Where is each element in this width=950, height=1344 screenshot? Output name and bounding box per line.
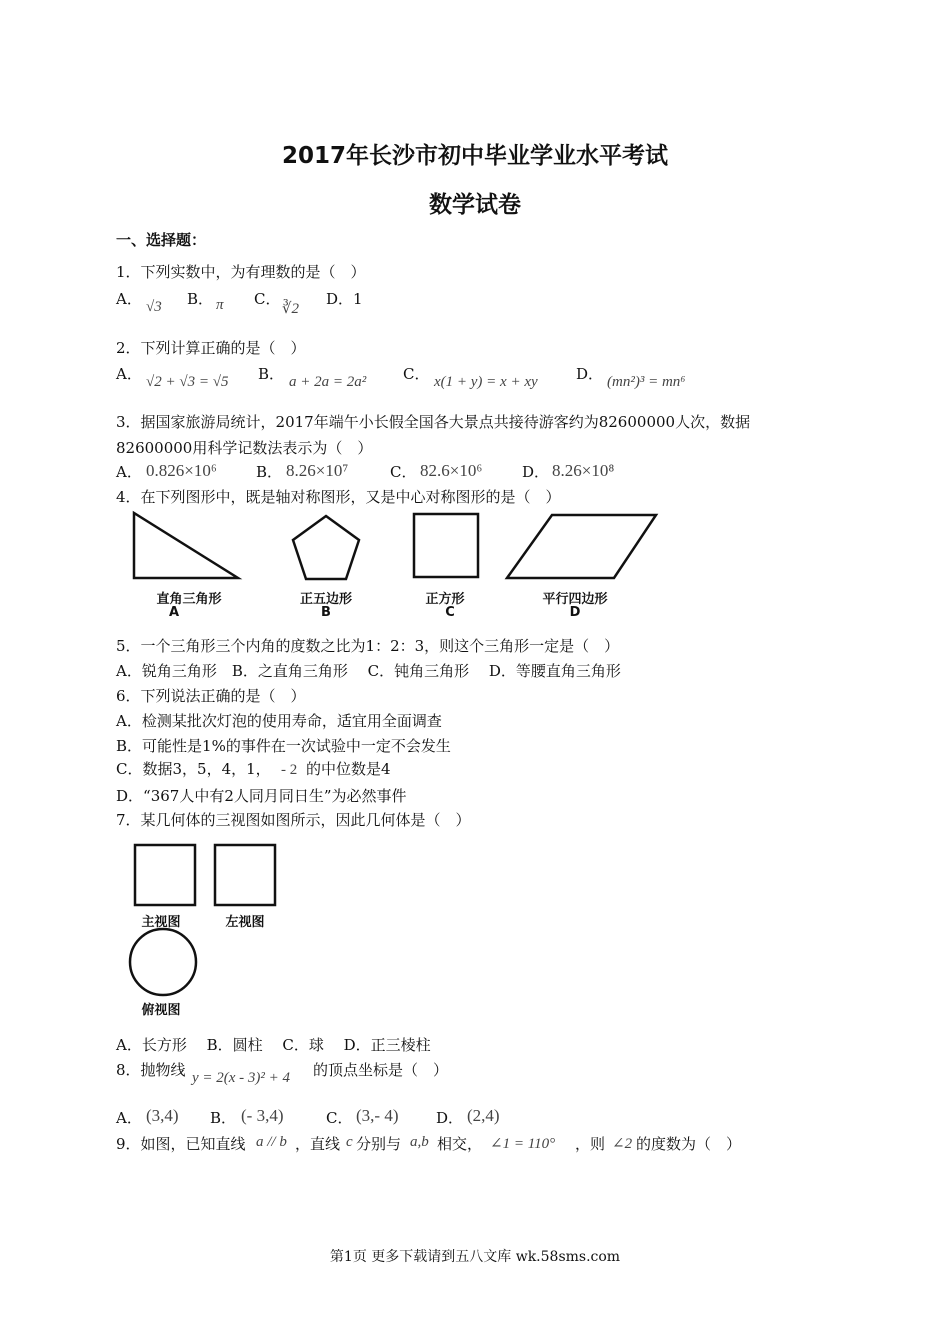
fig-d-caption: 平行四边形 [542, 592, 608, 607]
q6-option-d: D．“367人中有2人同月同日生”为必然事件 [116, 787, 407, 805]
q8-d-label: D． [436, 1109, 464, 1127]
q4-figures [116, 505, 676, 587]
q3-c-label: C． [390, 463, 417, 481]
q7-options: A．长方形 B．圆柱 C．球 D．正三棱柱 [116, 1036, 431, 1054]
q9-text-part3: 分别与 [356, 1135, 402, 1153]
q9-text-part5: ，则 [575, 1135, 606, 1153]
q1-d-option: D．1 [326, 290, 363, 308]
q5-stem: 5．一个三角形三个内角的度数之比为1：2：3，则这个三角形一定是（ ） [116, 637, 620, 655]
front-view-square [135, 845, 195, 905]
q9-expr-ab: a,b [410, 1134, 429, 1150]
fig-a-letter: A [168, 605, 180, 620]
q1-b-label: B． [187, 290, 214, 308]
fig-d-letter: D [569, 605, 581, 620]
q6-stem: 6．下列说法正确的是（ ） [116, 687, 306, 705]
side-view-square [215, 845, 275, 905]
square-shape [414, 514, 478, 577]
q9-expr-c: c [346, 1134, 353, 1150]
q8-b-label: B． [210, 1109, 237, 1127]
front-view-label: 主视图 [141, 915, 181, 930]
q3-d-label: D． [522, 463, 550, 481]
q8-a-label: A． [116, 1109, 142, 1127]
q3-d-expr: 8.26×10⁸ [552, 461, 615, 480]
q6-option-a: A．检测某批次灯泡的使用寿命，适宜用全面调查 [116, 712, 442, 730]
q6-option-c-part2: 的中位数是4 [306, 760, 391, 778]
q9-text-part2: ，直线 [295, 1135, 341, 1153]
parallelogram-shape [507, 515, 656, 578]
right-triangle-shape [134, 513, 238, 578]
section-heading: 一、选择题： [116, 231, 207, 249]
q7-stem: 7．某几何体的三视图如图所示，因此几何体是（ ） [116, 811, 471, 829]
q3-a-expr: 0.826×10⁶ [146, 461, 217, 480]
q2-b-label: B． [258, 365, 285, 383]
q3-a-label: A． [116, 463, 142, 481]
q3-stem-line2: 82600000用科学记数法表示为（ ） [116, 439, 373, 457]
q8-d-expr: (2,4) [467, 1106, 500, 1125]
q2-b-expr: a + 2a = 2a² [289, 374, 367, 390]
page-footer: 第1页 更多下载请到五八文库 wk.58sms.com [329, 1249, 621, 1265]
fig-b-letter: B [321, 605, 331, 620]
q8-b-expr: (- 3,4) [241, 1106, 284, 1125]
q4-stem: 4．在下列图形中，既是轴对称图形，又是中心对称图形的是（ ） [116, 488, 561, 506]
q2-d-expr: (mn²)³ = mn⁶ [607, 374, 686, 390]
top-view-label: 俯视图 [141, 1003, 181, 1018]
q1-stem: 1．下列实数中，为有理数的是（ ） [116, 263, 366, 281]
q6-option-c-expr: - 2 [281, 762, 298, 778]
q3-b-label: B． [256, 463, 283, 481]
q9-text-part1: 9．如图，已知直线 [116, 1135, 246, 1153]
q9-expr-angle2: ∠2 [612, 1136, 633, 1152]
fig-b-caption: 正五边形 [299, 592, 352, 607]
fig-c-letter: C [445, 605, 455, 620]
q8-stem-part1: 8．抛物线 [116, 1061, 186, 1079]
q5-options: A．锐角三角形 B．之直角三角形 C．钝角三角形 D．等腰直角三角形 [116, 662, 621, 680]
q2-stem: 2．下列计算正确的是（ ） [116, 339, 306, 357]
q2-c-label: C． [403, 365, 430, 383]
q3-b-expr: 8.26×10⁷ [286, 461, 349, 480]
q8-a-expr: (3,4) [146, 1106, 179, 1125]
q1-a-expr: √3 [146, 299, 162, 315]
q1-c-label: C． [254, 290, 281, 308]
regular-pentagon-shape [293, 516, 359, 579]
fig-c-caption: 正方形 [425, 592, 465, 607]
q2-c-expr: x(1 + y) = x + xy [434, 374, 538, 390]
q8-expr: y = 2(x - 3)² + 4 [192, 1070, 291, 1086]
page-subtitle: 数学试卷 [429, 192, 521, 218]
q9-text-part6: 的度数为（ ） [636, 1135, 742, 1153]
q1-b-expr: π [216, 297, 224, 313]
q2-a-label: A． [116, 365, 142, 383]
q1-c-expr: ∛2 [282, 301, 300, 317]
top-view-circle [130, 929, 196, 995]
q9-expr-angle1: ∠1 = 110° [490, 1136, 556, 1152]
q2-a-expr: √2 + √3 = √5 [146, 374, 229, 390]
q6-option-b: B．可能性是1%的事件在一次试验中一定不会发生 [116, 737, 451, 755]
side-view-label: 左视图 [225, 915, 265, 930]
page-title: 2017年长沙市初中毕业学业水平考试 [281, 143, 668, 169]
q3-c-expr: 82.6×10⁶ [420, 461, 483, 480]
q2-d-label: D． [576, 365, 604, 383]
q8-stem-part2: 的顶点坐标是（ ） [313, 1061, 449, 1079]
q8-c-label: C． [326, 1109, 353, 1127]
q1-a-label: A． [116, 290, 142, 308]
q6-option-c-part1: C．数据3，5，4，1， [116, 760, 271, 778]
q9-expr-parallel: a // b [256, 1134, 287, 1150]
fig-a-caption: 直角三角形 [156, 592, 222, 607]
q8-c-expr: (3,- 4) [356, 1106, 399, 1125]
q9-text-part4: 相交， [437, 1135, 483, 1153]
q3-stem-line1: 3．据国家旅游局统计，2017年端午小长假全国各大景点共接待游客约为82600000人次，数据 [116, 413, 751, 431]
